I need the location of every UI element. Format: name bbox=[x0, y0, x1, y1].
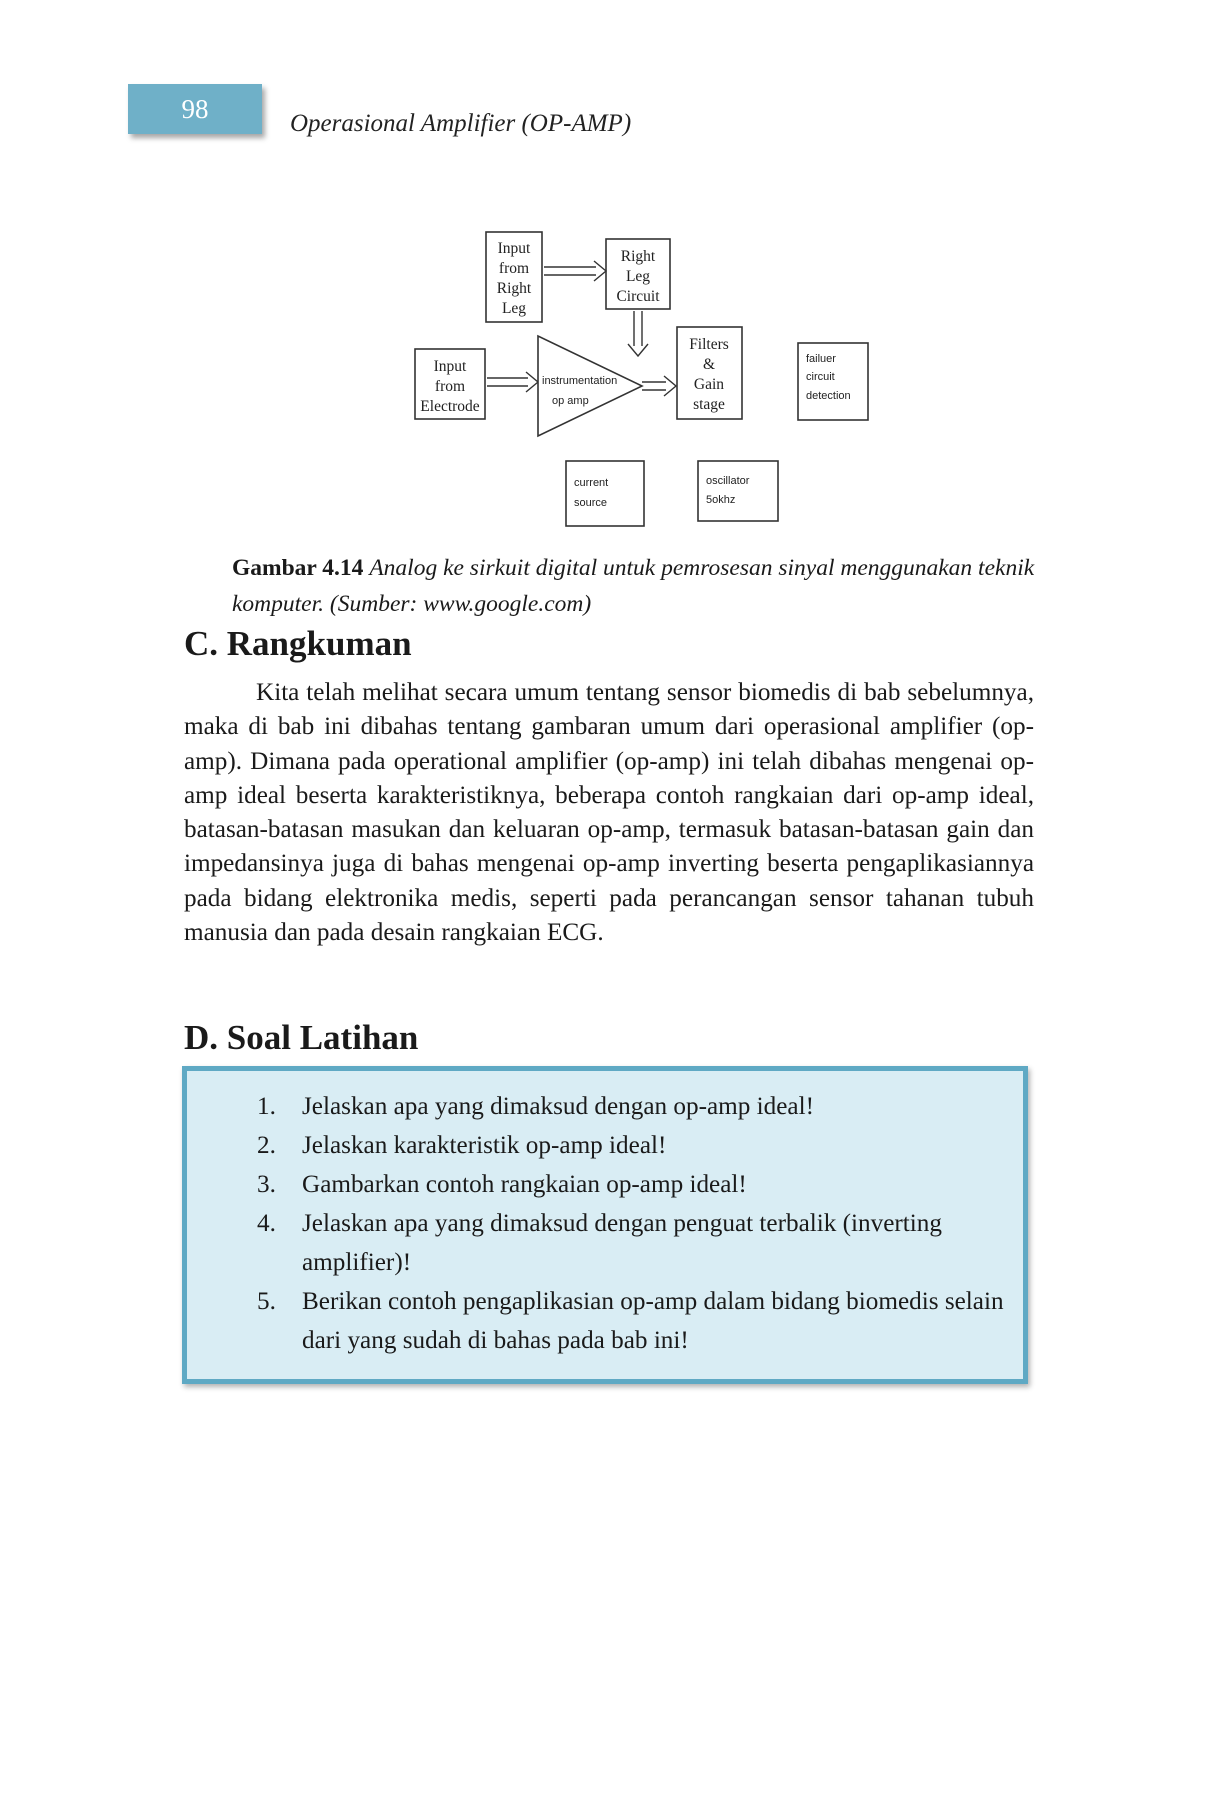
label-opamp-1: op amp bbox=[552, 395, 589, 407]
caption-text: Analog ke sirkuit digital untuk pemrosesan sinyal menggunakan teknik komputer. (Sumber: www.google.com) bbox=[232, 555, 1035, 617]
exercise-text: Jelaskan karakteristik op-amp ideal! bbox=[302, 1132, 667, 1159]
label-opamp-0: instrumentation bbox=[542, 375, 618, 387]
label-current-source-0: current bbox=[574, 477, 609, 489]
label-failure-detection-0: failuer bbox=[806, 353, 836, 365]
exercise-number: 4. bbox=[257, 1210, 276, 1237]
label-filters-gain-2: Gain bbox=[693, 376, 725, 393]
opamp-triangle bbox=[538, 336, 642, 436]
block-input-right-leg bbox=[486, 232, 542, 322]
block-input-electrode bbox=[415, 349, 485, 419]
block-failure-detection bbox=[798, 343, 868, 420]
figure-caption bbox=[232, 550, 1042, 622]
exercise-text: Gambarkan contoh rangkaian op-amp ideal! bbox=[302, 1171, 747, 1198]
exercise-item-2 bbox=[187, 1126, 1012, 1165]
label-input-right-leg-2: Right bbox=[496, 280, 532, 297]
arrow-circuit-to-opamp bbox=[628, 311, 648, 356]
label-right-leg-circuit-2: Circuit bbox=[616, 288, 660, 305]
section-c-heading: C. Rangkuman bbox=[184, 624, 412, 663]
exercise-item-5 bbox=[187, 1282, 1012, 1360]
exercise-number: 2. bbox=[257, 1132, 276, 1159]
exercise-item-3 bbox=[187, 1165, 1012, 1204]
arrow-opamp-to-filters bbox=[642, 376, 676, 396]
exercise-number: 5. bbox=[257, 1288, 276, 1315]
label-input-electrode-0: Input bbox=[433, 358, 467, 375]
label-right-leg-circuit-1: Leg bbox=[625, 268, 651, 285]
label-failure-detection-1: circuit bbox=[806, 371, 835, 383]
page-number: 98 bbox=[128, 84, 262, 134]
exercise-text: Berikan contoh pengaplikasian op-amp dalam bidang biomedis selain dari yang sudah di bahas pada bab ini! bbox=[302, 1288, 1004, 1354]
exercise-text: Jelaskan apa yang dimaksud dengan op-amp ideal! bbox=[302, 1093, 814, 1120]
exercise-box bbox=[182, 1066, 1028, 1384]
exercise-number: 3. bbox=[257, 1171, 276, 1198]
label-current-source-1: source bbox=[574, 497, 608, 509]
label-input-right-leg-3: Leg bbox=[501, 300, 527, 317]
block-filters-gain bbox=[677, 327, 742, 419]
label-filters-gain-1: & bbox=[702, 356, 716, 373]
exercise-text: Jelaskan apa yang dimaksud dengan penguat terbalik (inverting amplifier)! bbox=[302, 1210, 942, 1276]
arrow-electrode-to-opamp bbox=[487, 372, 538, 392]
label-failure-detection-2: detection bbox=[806, 390, 851, 402]
caption-label: Gambar 4.14 bbox=[232, 555, 364, 581]
exercise-list bbox=[187, 1071, 1023, 1360]
summary-paragraph: Kita telah melihat secara umum tentang sensor biomedis di bab sebelumnya, maka di bab ini dibahas tentang gambaran umum dari operasional amplifier (op-amp). Dimana pada operational amplifier (op-amp) ini telah dibahas mengenai op-amp ideal beserta karakteristiknya, beberapa contoh rangkaian dari op-amp ideal, batasan-batasan masukan dan keluaran op-amp, termasuk batasan-batasan gain dan impedansinya juga di bahas mengenai op-amp inverting beserta pengaplikasiannya pada bidang elektronika medis, seperti pada perancangan sensor tahanan tubuh manusia dan pada desain rangkaian ECG. bbox=[184, 679, 1034, 947]
exercise-item-1 bbox=[187, 1087, 1012, 1126]
block-diagram bbox=[410, 228, 930, 538]
block-current-source bbox=[566, 461, 644, 526]
exercise-number: 1. bbox=[257, 1093, 276, 1120]
label-filters-gain-3: stage bbox=[693, 396, 725, 413]
arrow-rightleg-to-circuit bbox=[544, 261, 606, 281]
label-oscillator-0: oscillator bbox=[706, 475, 750, 487]
label-input-right-leg-0: Input bbox=[497, 240, 531, 257]
label-filters-gain-0: Filters bbox=[689, 336, 729, 353]
exercise-item-4 bbox=[187, 1204, 1012, 1282]
label-input-electrode-1: from bbox=[434, 378, 466, 395]
block-oscillator bbox=[698, 461, 778, 521]
label-input-right-leg-1: from bbox=[498, 260, 530, 277]
block-right-leg-circuit bbox=[606, 239, 670, 309]
label-right-leg-circuit-0: Right bbox=[620, 248, 656, 265]
label-input-electrode-2: Electrode bbox=[420, 398, 480, 415]
label-oscillator-1: 5okhz bbox=[706, 494, 736, 506]
running-header: Operasional Amplifier (OP-AMP) bbox=[290, 110, 632, 137]
section-d-heading: D. Soal Latihan bbox=[184, 1018, 419, 1057]
